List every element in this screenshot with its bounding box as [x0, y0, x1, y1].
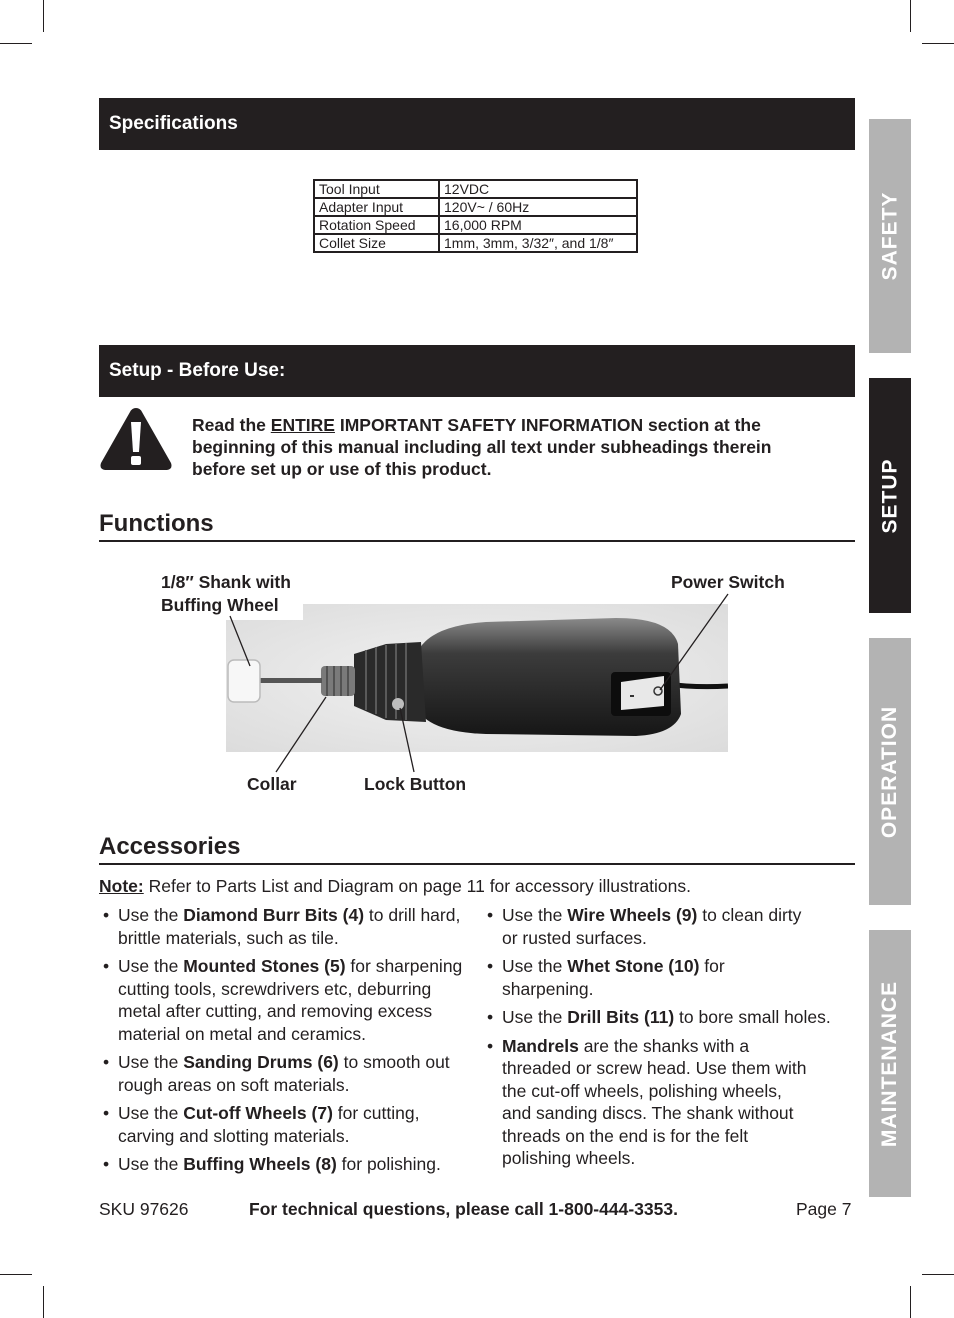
tab-maintenance[interactable] [869, 930, 911, 1197]
crop-mark [0, 43, 32, 44]
crop-mark [0, 1274, 32, 1275]
crop-mark [910, 0, 911, 32]
crop-mark [922, 43, 954, 44]
functions-heading: Functions [99, 508, 855, 542]
accessories-note [99, 876, 691, 897]
spec-label: Tool Input [314, 180, 439, 198]
list-item: • Use the Wire Wheels (9) to clean dirty or rusted surfaces. [483, 904, 808, 949]
label-collar: Collar [247, 774, 297, 794]
table-row [314, 234, 637, 252]
spec-label: Rotation Speed [314, 216, 439, 234]
table-row [314, 198, 637, 216]
spec-value: 16,000 RPM [439, 216, 637, 234]
tab-safety[interactable] [869, 119, 911, 353]
spec-value: 1mm, 3mm, 3/32″, and 1/8″ [439, 234, 637, 252]
crop-mark [922, 1274, 954, 1275]
note-label: Note: [99, 876, 144, 896]
list-item: • Use the Sanding Drums (6) to smooth out rough areas on soft materials. [99, 1051, 477, 1096]
tab-operation-label: OPERATION [878, 705, 902, 838]
tab-safety-label: SAFETY [878, 191, 901, 281]
label-lock-button: Lock Button [364, 774, 467, 794]
list-item: • Mandrels are the shanks with a threaded or screw head. Use them with the cut-off wheels, polishing wheels, and sanding discs. The shank without threads on the end is for the felt polishing wheels. [483, 1035, 808, 1170]
table-row [314, 216, 637, 234]
warning-prefix: Read the [192, 415, 271, 435]
list-item: • Use the Drill Bits (11) to bore small holes. [483, 1006, 808, 1029]
tab-setup-label: SETUP [878, 457, 902, 534]
note-text: Refer to Parts List and Diagram on page 11 for accessory illustrations. [143, 876, 692, 896]
table-row [314, 180, 637, 198]
label-shank-buffing-wheel [161, 571, 291, 617]
tab-setup[interactable] [869, 378, 911, 613]
list-item: • Use the Diamond Burr Bits (4) to drill hard, brittle materials, such as tile. [99, 904, 477, 949]
footer-tech-support: For technical questions, please call 1-800-444-3353. [249, 1199, 678, 1219]
spec-label: Collet Size [314, 234, 439, 252]
label-shank-line2: Buffing Wheel [161, 595, 279, 615]
warning-triangle-icon [98, 405, 174, 472]
spec-value: 120V~ / 60Hz [439, 198, 637, 216]
safety-warning-text [192, 414, 792, 480]
accessories-list-left [99, 904, 477, 1182]
spec-label: Adapter Input [314, 198, 439, 216]
list-item: • Use the Cut-off Wheels (7) for cutting, carving and slotting materials. [99, 1102, 477, 1147]
crop-mark [910, 1286, 911, 1318]
accessories-heading: Accessories [99, 831, 855, 865]
list-item: • Use the Whet Stone (10) for sharpening. [483, 955, 808, 1000]
list-item: • Use the Buffing Wheels (8) for polishing. [99, 1153, 477, 1176]
footer-sku: SKU 97626 [99, 1199, 189, 1219]
warning-rest: IMPORTANT SAFETY INFORMATION section at the beginning of this manual including all text under subheadings therein before set up or use of this product. [192, 415, 772, 479]
warning-emphasis: ENTIRE [270, 415, 335, 435]
rotary-tool-photo [226, 604, 728, 752]
specifications-table [313, 179, 638, 253]
spec-value: 12VDC [439, 180, 637, 198]
footer-page-number: Page 7 [796, 1199, 852, 1219]
tab-operation[interactable] [869, 638, 911, 905]
specifications-header: Specifications [99, 98, 855, 150]
setup-header: Setup - Before Use: [99, 345, 855, 397]
list-item: • Use the Mounted Stones (5) for sharpening cutting tools, screwdrivers etc, deburring metal after cutting, and removing excess material on metal and ceramics. [99, 955, 477, 1045]
crop-mark [43, 0, 44, 32]
tab-maintenance-label: MAINTENANCE [878, 980, 902, 1147]
label-shank-line1: 1/8″ Shank with [161, 572, 291, 592]
label-power-switch: Power Switch [671, 572, 785, 592]
accessories-list-right [483, 904, 831, 1176]
crop-mark [43, 1286, 44, 1318]
